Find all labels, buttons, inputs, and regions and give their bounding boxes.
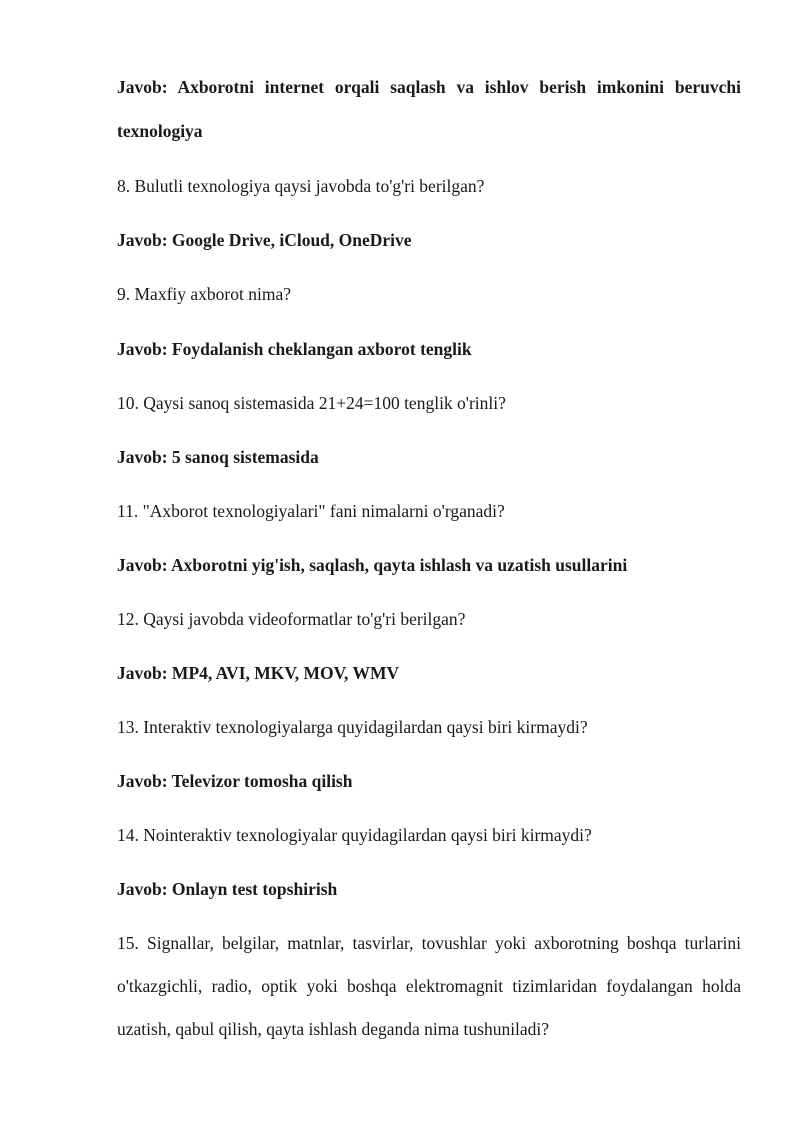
answer-12: Javob: MP4, AVI, MKV, MOV, WMV [117, 663, 400, 683]
answer-13: Javob: Televizor tomosha qilish [117, 771, 353, 791]
question-15-line-2: o'tkazgichli, radio, optik yoki boshqa elektromagnit tizimlaridan foydalangan holda [117, 976, 741, 996]
answer-9: Javob: Foydalanish cheklangan axborot tenglik [117, 339, 472, 359]
question-10: 10. Qaysi sanoq sistemasida 21+24=100 tenglik o'rinli? [117, 393, 506, 413]
question-15-line-3: uzatish, qabul qilish, qayta ishlash deganda nima tushuniladi? [117, 1019, 550, 1039]
answer-10: Javob: 5 sanoq sistemasida [117, 447, 319, 467]
question-8: 8. Bulutli texnologiya qaysi javobda to'g'ri berilgan? [117, 176, 485, 196]
question-9: 9. Maxfiy axborot nima? [117, 284, 291, 304]
question-14: 14. Nointeraktiv texnologiyalar quyidagilardan qaysi biri kirmaydi? [117, 825, 592, 845]
question-12: 12. Qaysi javobda videoformatlar to'g'ri berilgan? [117, 609, 466, 629]
question-11: 11. "Axborot texnologiyalari" fani nimalarni o'rganadi? [117, 501, 505, 521]
answer-14: Javob: Onlayn test topshirish [117, 879, 338, 899]
question-13: 13. Interaktiv texnologiyalarga quyidagilardan qaysi biri kirmaydi? [117, 717, 588, 737]
answer-11: Javob: Axborotni yig'ish, saqlash, qayta ishlash va uzatish usullarini [117, 555, 628, 575]
question-15-line-1: 15. Signallar, belgilar, matnlar, tasvirlar, tovushlar yoki axborotning boshqa turlarini [117, 933, 741, 953]
answer-7-line-1: Javob: Axborotni internet orqali saqlash va ishlov berish imkonini beruvchi [117, 77, 741, 97]
answer-7-line-2: texnologiya [117, 121, 203, 141]
answer-8: Javob: Google Drive, iCloud, OneDrive [117, 230, 412, 250]
